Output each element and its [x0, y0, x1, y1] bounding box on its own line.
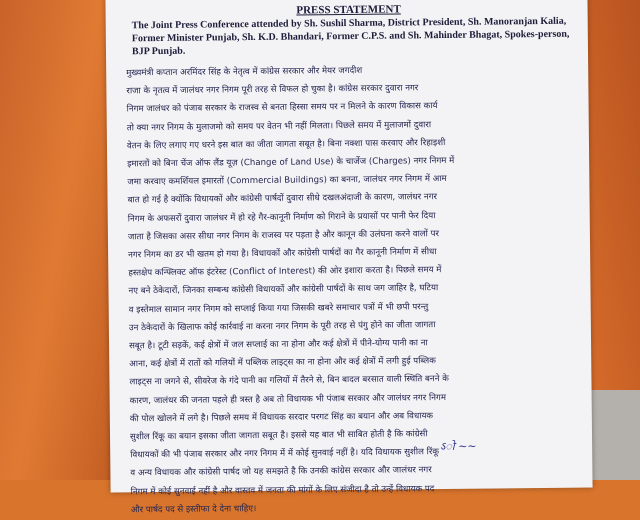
statement-line: हस्तक्षेप कन्फ्लिक्ट ऑफ इंटरेस्ट (Conflict of Interest) की ओर इशारा करता है। पिछले समय में [128, 265, 442, 279]
statement-line: सुशील रिंकू का बयान इसका जीता जागता सबूत है। इससे यह बात भी साबित होती है कि कांग्रेसी [129, 429, 428, 443]
statement-line: राजा के नृतत्व में जालंधर नगर निगम पूरी तरह से विफल हो चुका है। कांग्रेस सरकार दुवारा नगर [126, 83, 419, 97]
document-intro: The Joint Press Conference attended by Sh. Sushil Sharma, District President, Sh. Manoranjan Kalia, Former Minister Punjab, Sh. K.D. Bhandari, Former C.P.S. and Sh. Mahinder Bhagat, Spokes-person, BJP Punjab. [131, 15, 570, 58]
statement-line: लाइट्स ना जगने से, सीवरेज के गंदे पानी का गलियों में तैरने से, बिन बादल बरसात वाली स्थिति बनने के [129, 374, 449, 388]
statement-line: जाता है जिसका असर सीधा नगर निगम के राजस्व पर पड़ता है और कानून की उलंघना करने वालों पर [127, 228, 440, 243]
statement-line: की पोल खोलने में लगे है। पिछले समय में विधायक सरदार परगट सिंह का बयान और अब विधायक [129, 410, 434, 425]
statement-line: इमारतों को बिना चेंज ऑफ लैंड यूज़ (Change of Land Use) के चार्जेज (Charges) नगर निगम में [127, 155, 455, 170]
statement-line: उन ठेकेदारों के खिलाफ कोई कार्रवाई ना करना नगर निगम के पूरी तरह से पंगु होने का जीता जागता [128, 319, 436, 334]
statement-line: वेतन के लिए लगाए गए धरने इस बात का जीता जागता सबूत है। बिना नक्शा पास करवाए और रिहाइशी [126, 137, 446, 152]
statement-line: निगम के अफसरों दुवारा जालंधर में हो रहे गैर-कानूनी निर्माण को गिराने के प्रयासों पर पानी फेर दिया [127, 210, 436, 224]
handwritten-signature: ऽो ~~ [440, 439, 477, 454]
statement-line: तो क्या नगर निगम के मुलाजमो को समय पर वेतन भी नहीं मिलता। पिछले समय में मुलाजमों दुवारा [126, 119, 432, 133]
statement-line: और पार्षद पद से इस्तीफा दे देना चाहिए। [130, 503, 257, 516]
document-heading: PRESS STATEMENT [296, 3, 401, 17]
statement-text [126, 60, 577, 520]
statement-line: जमा करवाए कमर्शियल इमारतों (Commercial Buildings) का बनना, जालंधर नगर निगम में आम [127, 174, 447, 188]
document-body [126, 2, 577, 520]
statement-line: नगर निगम का डर भी खतम हो गया है। विधायकों और कांग्रेसी पार्षदों का गैर कानूनी निर्माण में सीधा [128, 247, 437, 261]
statement-line: विधायकों की भी पंजाब सरकार और नगर निगम में में कोई सुनवाई नहीं है। यदि विधायक सुशील रिंकू [130, 447, 440, 461]
statement-line: व अन्य विधायक और कांग्रेसी पार्षद जो यह समझते है कि उनकी कांग्रेस सरकार और जालंधर नगर [130, 465, 432, 479]
statement-line: निगम में कोई सुनवाई नहीं है और वास्तव में जनता की मांगों के लिए संजीदा है तो उन्हें विधायक पद [130, 483, 435, 497]
statement-line: कारण, जालंधर की जनता पहले ही त्रस्त है अब तो विधायक भी पंजाब सरकार और जालंधर नगर निगम [129, 392, 447, 406]
statement-line: आना, कई क्षेत्रों में रातों को गलियों में पब्लिक लाइट्स का ना होना और कई क्षेत्रों में लगी हुई पब्लिक [129, 356, 436, 370]
statement-line: सबूत है। टूटी सड़कें, कई क्षेत्रों में जल सप्लाई का ना होना और कई क्षेत्रों में पीने-योग्य पानी का ना [129, 338, 428, 352]
press-statement-page [105, 0, 592, 516]
statement-line: व इस्तेमाल सामान नगर निगम को सप्लाई किया गया जिसकी खबरे समाचार पत्रों में भी छपी परन्तु [128, 301, 429, 315]
statement-line: निगम जालंधर को पंजाब सरकार के राजस्व से बनता हिस्सा समय पर न मिलने के कारण विकास कार्य [126, 101, 438, 115]
statement-line: बात हो गई है क्योंकि विधायकों और कांग्रेसी पार्षदों दुवारा सीधे दखलअंदाजी के कारण, जालंधर नगर [127, 192, 438, 206]
statement-line: नए बने ठेकेदारों, जिनका सम्बन्ध कांग्रेसी विधायकों और कांग्रेसी पार्षदों के साथ जग जाहिर है, घटिया [128, 283, 439, 297]
statement-line: मुख्यमंत्री कप्तान अरमिंदर सिंह के नेतृत्व में कांग्रेस सरकार और मेयर जगदीश [126, 65, 363, 79]
